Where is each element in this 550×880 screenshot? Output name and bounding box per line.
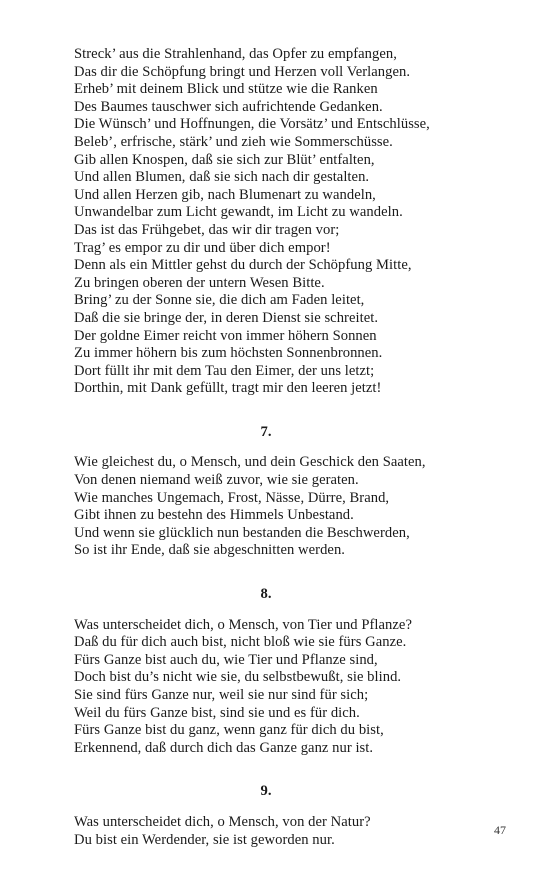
verse-line: Daß die sie bringe der, in deren Dienst sie schreitet. [74,309,379,326]
verse-line: Die Wünsch’ und Hoffnungen, die Vorsätz’ und Entschlüsse, [74,116,430,133]
verse-line: Erheb’ mit deinem Blick und stütze wie die Ranken [74,81,378,98]
verse-line: Dort füllt ihr mit dem Tau den Eimer, der uns letzt; [74,362,375,379]
verse-line: Trag’ es empor zu dir und über dich empor! [74,239,331,256]
verse-line: Des Baumes tauschwer sich aufrichtende Gedanken. [74,98,383,115]
stanza-8 [74,617,494,758]
verse-line: Der goldne Eimer reicht von immer höhern Sonnen [74,327,377,344]
verse-line: Was unterscheidet dich, o Mensch, von Tier und Pflanze? [74,616,412,633]
page-body [74,46,494,849]
verse-line: Und wenn sie glücklich nun bestanden die Beschwerden, [74,524,410,541]
verse-line: Du bist ein Werdender, sie ist geworden nur. [74,831,335,848]
verse-line: Erkennend, daß durch dich das Ganze ganz nur ist. [74,739,374,756]
verse-line: Bring’ zu der Sonne sie, die dich am Faden leitet, [74,292,365,309]
verse-line: Denn als ein Mittler gehst du durch der Schöpfung Mitte, [74,257,412,274]
verse-line: Was unterscheidet dich, o Mensch, von der Natur? [74,813,371,830]
verse-line: Doch bist du’s nicht wie sie, du selbstbewußt, sie blind. [74,669,402,686]
verse-line: Beleb’, erfrische, stärk’ und zieh wie Sommerschüsse. [74,133,393,150]
verse-line: Das ist das Frühgebet, das wir dir tragen vor; [74,221,340,238]
verse-line: Zu bringen oberen der untern Wesen Bitte. [74,274,325,291]
page-number: 47 [494,823,506,837]
verse-line: Wie gleichest du, o Mensch, und dein Geschick den Saaten, [74,454,426,471]
verse-line: Dorthin, mit Dank gefüllt, tragt mir den leeren jetzt! [74,380,382,397]
stanza-7 [74,454,494,560]
verse-line: Gibt ihnen zu bestehn des Himmels Unbestand. [74,507,354,524]
stanza-6-continuation [74,46,494,398]
verse-line: Das dir die Schöpfung bringt und Herzen voll Verlangen. [74,63,411,80]
verse-line: Und allen Blumen, daß sie sich nach dir gestalten. [74,169,370,186]
verse-line: Fürs Ganze bist du ganz, wenn ganz für dich du bist, [74,722,384,739]
verse-line: Fürs Ganze bist auch du, wie Tier und Pflanze sind, [74,651,378,668]
section-number: 7. [260,423,272,440]
verse-line: Wie manches Ungemach, Frost, Nässe, Dürre, Brand, [74,489,390,506]
stanza-9 [74,814,494,849]
verse-line: So ist ihr Ende, daß sie abgeschnitten werden. [74,542,346,559]
verse-line: Von denen niemand weiß zuvor, wie sie geraten. [74,472,359,489]
verse-line: Gib allen Knospen, daß sie sich zur Blüt’ entfalten, [74,151,375,168]
verse-line: Sie sind fürs Ganze nur, weil sie nur sind für sich; [74,687,369,703]
section-number: 8. [260,586,272,603]
verse-line: Zu immer höhern bis zum höchsten Sonnenbronnen. [74,345,383,362]
section-number: 9. [260,783,272,800]
verse-line: Daß du für dich auch bist, nicht bloß wie sie fürs Ganze. [74,634,407,651]
verse-line: Weil du fürs Ganze bist, sind sie und es für dich. [74,704,360,721]
verse-line: Unwandelbar zum Licht gewandt, im Licht zu wandeln. [74,204,403,221]
verse-line: Streck’ aus die Strahlenhand, das Opfer zu empfangen, [74,46,397,62]
verse-line: Und allen Herzen gib, nach Blumenart zu wandeln, [74,186,376,203]
